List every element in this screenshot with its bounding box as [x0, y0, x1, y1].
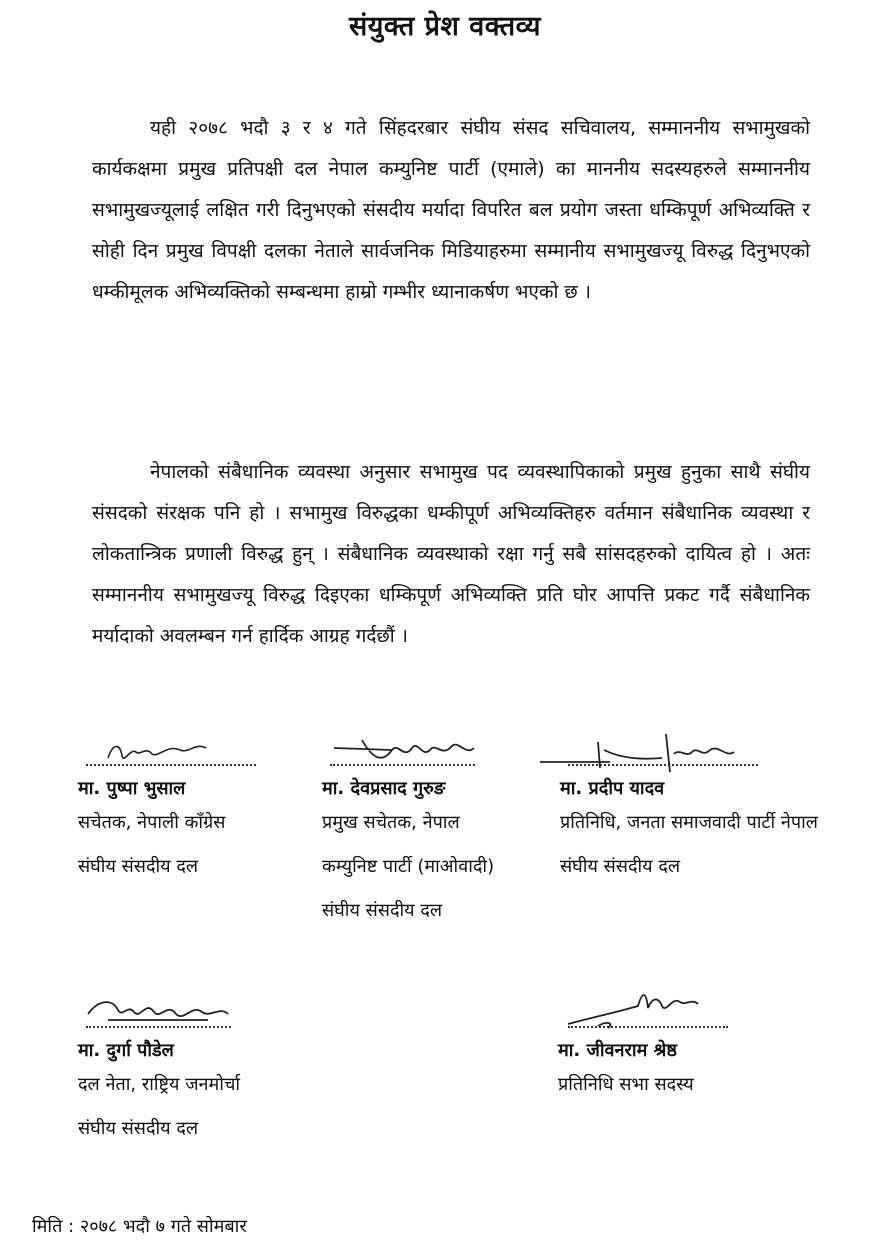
signatory-role: दल नेता, राष्ट्रिय जनमोर्चा संघीय संसदीय दल — [78, 1074, 241, 1139]
signatory-role: प्रतिनिधि, जनता समाजवादी पार्टी नेपाल संघीय संसदीय दल — [560, 812, 818, 877]
date-line: मिति : २०७८ भदौ ७ गते सोमबार — [32, 1216, 247, 1237]
paragraph-1: यही २०७८ भदौ ३ र ४ गते सिंहदरबार संघीय संसद सचिवालय, सम्माननीय सभामुखको कार्यकक्षमा प्रमुख प्रतिपक्षी दल नेपाल कम्युनिष्ट पार्टी (एमाले) का माननीय सदस्यहरुले सम्माननीय सभामुखज्यूलाई लक्षित गरी दिनुभएको संसदीय मर्यादा विपरित बल प्रयोग जस्ता धम्किपूर्ण अभिव्यक्ति र सोही दिन प्रमुख विपक्षी दलका नेताले सार्वजनिक मिडियाहरुमा सम्मानीय सभामुखज्यू विरुद्ध दिनुभएको धम्कीमूलक अभिव्यक्तिको सम्बन्धमा हाम्रो गम्भीर ध्यानाकर्षण भएको छ । — [92, 117, 810, 303]
signature-area — [78, 728, 318, 772]
handwritten-signature-icon — [88, 990, 278, 1034]
signatory-5 — [558, 984, 808, 1114]
signature-area — [558, 984, 808, 1034]
signatory-role: प्रमुख सचेतक, नेपाल कम्युनिष्ट पार्टी (माओवादी) संघीय संसदीय दल — [322, 812, 495, 921]
signature-area — [560, 728, 885, 772]
signatory-2 — [322, 728, 552, 940]
handwritten-signature-icon — [332, 728, 502, 772]
document-title: संयुक्त प्रेश वक्तव्य — [348, 11, 542, 42]
signature-area — [322, 728, 552, 772]
handwritten-signature-icon — [568, 984, 758, 1034]
signatory-name: मा. प्रदीप यादव — [560, 778, 665, 799]
signatory-3 — [560, 728, 885, 896]
signatory-4 — [78, 990, 328, 1158]
handwritten-signature-icon — [88, 728, 258, 772]
signatory-role: सचेतक, नेपाली काँग्रेस संघीय संसदीय दल — [78, 812, 226, 877]
signature-area — [78, 990, 328, 1034]
signatory-1 — [78, 728, 318, 896]
signatory-name: मा. पुष्पा भुसाल — [78, 778, 186, 799]
signatory-role: प्रतिनिधि सभा सदस्य — [558, 1074, 694, 1095]
handwritten-signature-icon — [570, 728, 800, 778]
signatory-name: मा. दुर्गा पौडेल — [78, 1040, 174, 1061]
signatory-name: मा. जीवनराम श्रेष्ठ — [558, 1040, 677, 1061]
signatory-name: मा. देवप्रसाद गुरुङ — [322, 778, 446, 799]
paragraph-2: नेपालको संबैधानिक व्यवस्था अनुसार सभामुख पद व्यवस्थापिकाको प्रमुख हुनुका साथै संघीय संसदको संरक्षक पनि हो । सभामुख विरुद्धका धम्कीपूर्ण अभिव्यक्तिहरु वर्तमान संबैधानिक व्यवस्था र लोकतान्त्रिक प्रणाली विरुद्ध हुन् । संबैधानिक व्यवस्थाको रक्षा गर्नु सबै सांसदहरुको दायित्व हो । अतः सम्माननीय सभामुखज्यू विरुद्ध दिइएका धम्किपूर्ण अभिव्यक्ति प्रति घोर आपत्ति प्रकट गर्दै संबैधानिक मर्यादाको अवलम्बन गर्न हार्दिक आग्रह गर्दछौं । — [92, 461, 810, 647]
